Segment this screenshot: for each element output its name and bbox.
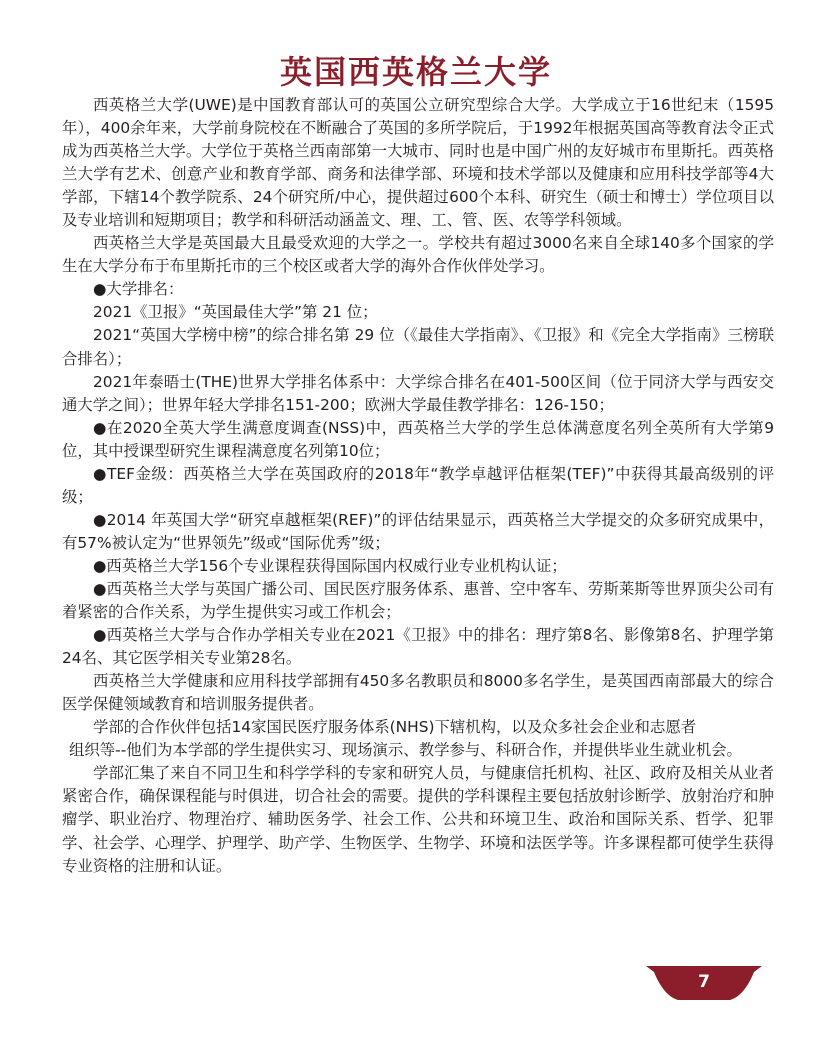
ranking-league-of-tables: 2021“英国大学榜中榜”的综合排名第 29 位（《最佳大学指南》、《卫报》和《完全大学指南》三榜联合排名）； (62, 326, 774, 368)
body-text (62, 94, 774, 878)
page-title: 英国西英格兰大学 (279, 53, 552, 91)
bullet-nss: ●在2020全英大学生满意度调查(NSS)中，西英格兰大学的学生总体满意度名列全英所有大学第9位，其中授课型研究生课程满意度名列第10位； (62, 418, 774, 460)
paragraph-faculty: 西英格兰大学健康和应用科技学部拥有450多名教职员和8000多名学生，是英国西南部最大的综合医学保健领域教育和培训服务提供者。 (62, 672, 774, 714)
paragraph-partners-line2: 组织等--他们为本学部的学生提供实习、现场演示、教学参与、科研合作，并提供毕业生就业机会。 (69, 741, 742, 760)
page-number: 7 (698, 972, 710, 992)
paragraph-intro: 西英格兰大学(UWE)是中国教育部认可的英国公立研究型综合大学。大学成立于16世纪末（1595年），400余年来，大学前身院校在不断融合了英国的多所学院后，于1992年根据英国高等教育法令正式成为西英格兰大学。大学位于英格兰西南部第一大城市、同时也是中国广州的友好城市布里斯托。西英格兰大学有艺术、创意产业和教育学部、商务和法律学部、环境和技术学部以及健康和应用科技学部等4大学部，下辖14个教学院系、24个研究所/中心，提供超过600个本科、研究生（硕士和博士）学位项目以及专业培训和短期项目；教学和科研活动涵盖文、理、工、管、医、农等学科领域。 (62, 96, 774, 230)
bullet-ref: ●2014 年英国大学“研究卓越框架(REF)”的评估结果显示，西英格兰大学提交的众多研究成果中，有57%被认定为“世界领先”级或“国际优秀”级； (62, 510, 774, 552)
paragraph-popularity: 西英格兰大学是英国最大且最受欢迎的大学之一。学校共有超过3000名来自全球140多个国家的学生在大学分布于布里斯托市的三个校区或者大学的海外合作伙伴处学习。 (62, 234, 774, 276)
ranking-guardian: 2021《卫报》“英国最佳大学”第 21 位； (93, 303, 378, 322)
bullet-subject-rankings: ●西英格兰大学与合作办学相关专业在2021《卫报》中的排名：理疗第8名、影像第8名、护理学第24名、其它医学相关专业第28名。 (62, 626, 774, 668)
ranking-the: 2021年泰晤士(THE)世界大学排名体系中：大学综合排名在401-500区间（位于同济大学与西安交通大学之间）；世界年轻大学排名151-200；欧洲大学最佳教学排名：126-150； (62, 372, 774, 414)
paragraph-courses: 学部汇集了来自不同卫生和科学学科的专家和研究人员，与健康信托机构、社区、政府及相关从业者紧密合作，确保课程能与时俱进，切合社会的需要。提供的学科课程主要包括放射诊断学、放射治疗和肿瘤学、职业治疗、物理治疗、辅助医务学、社会工作、公共和环境卫生、政治和国际关系、哲学、犯罪学、社会学、心理学、护理学、助产学、生物医学、生物学、环境和法医学等。许多课程都可使学生获得专业资格的注册和认证。 (62, 764, 774, 875)
page-number-badge (646, 963, 762, 1003)
bullet-partners: ●西英格兰大学与英国广播公司、国民医疗服务体系、惠普、空中客车、劳斯莱斯等世界顶尖公司有着紧密的合作关系，为学生提供实习或工作机会； (62, 579, 774, 622)
rankings-heading: ●大学排名： (93, 280, 184, 299)
bullet-tef: ●TEF金级：西英格兰大学在英国政府的2018年“教学卓越评估框架(TEF)”中获得其最高级别的评级； (62, 464, 774, 506)
bullet-accreditation: ●西英格兰大学156个专业课程获得国际国内权威行业专业机构认证； (93, 556, 567, 575)
paragraph-partners-line1: 学部的合作伙伴包括14家国民医疗服务体系(NHS)下辖机构，以及众多社会企业和志愿者 (93, 718, 697, 737)
